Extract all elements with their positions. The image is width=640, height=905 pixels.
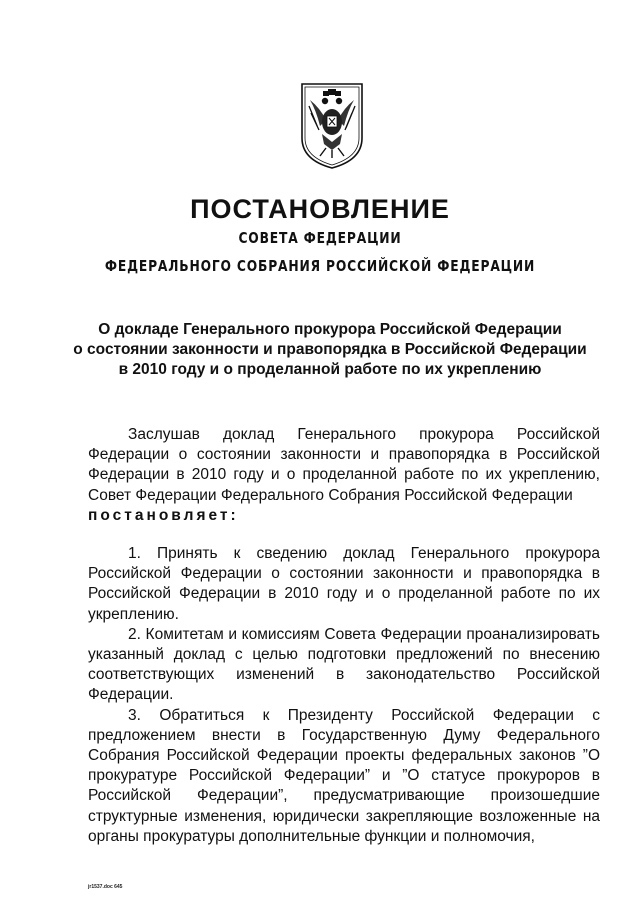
decree-word: постановляет: [88, 506, 239, 524]
resolution-heading [60, 320, 600, 380]
issuer-line-2: ФЕДЕРАЛЬНОГО СОБРАНИЯ РОССИЙСКОЙ ФЕДЕРАЦИИ [104, 257, 536, 275]
paragraph-item-2: 2. Комитетам и комиссиям Совета Федерации проанализировать указанный доклад с целью подготовки предложений по внесению соответствующих изменений в законодательство Российской Федерации. [88, 625, 600, 704]
document-code: jr1537.doc 645 [88, 884, 123, 890]
heading-line: в 2010 году и о проделанной работе по их укреплению [118, 361, 542, 378]
heading-line: О докладе Генерального прокурора Российской Федерации [98, 321, 562, 338]
paragraph-item-1: 1. Принять к сведению доклад Генерального прокурора Российской Федерации о состоянии законности и правопорядка в Российской Федерации в 2010 году и о проделанной работе по их укреплению. [88, 545, 600, 623]
resolution-body [88, 425, 600, 847]
coat-of-arms-emblem [296, 80, 368, 170]
intro-text: Заслушав доклад Генерального прокурора Российской Федерации о состоянии законности и правопорядка в Российской Федерации в 2010 году и о проделанной работе по их укреплению, Совет Федерации Федерального Собрания Российской Федерации [88, 426, 600, 504]
heading-line: о состоянии законности и правопорядка в Российской Федерации [73, 341, 587, 358]
issuer-line-1: СОВЕТА ФЕДЕРАЦИИ [238, 229, 402, 247]
document-title: ПОСТАНОВЛЕНИЕ [190, 194, 450, 224]
paragraph-item-3: 3. Обратиться к Президенту Российской Федерации с предложением внести в Государственную Думу Федерального Собрания Российской Федерации проекты федеральных законов ”О прокуратуре Российской Федерации” и ”О статусе прокуроров в Российской Федерации”, предусматривающие произошедшие структурные изменения, юридически закрепляющие возложенные на органы прокуратуры дополнительные функции и полномочия, [88, 706, 600, 845]
intro-paragraph [88, 425, 600, 526]
